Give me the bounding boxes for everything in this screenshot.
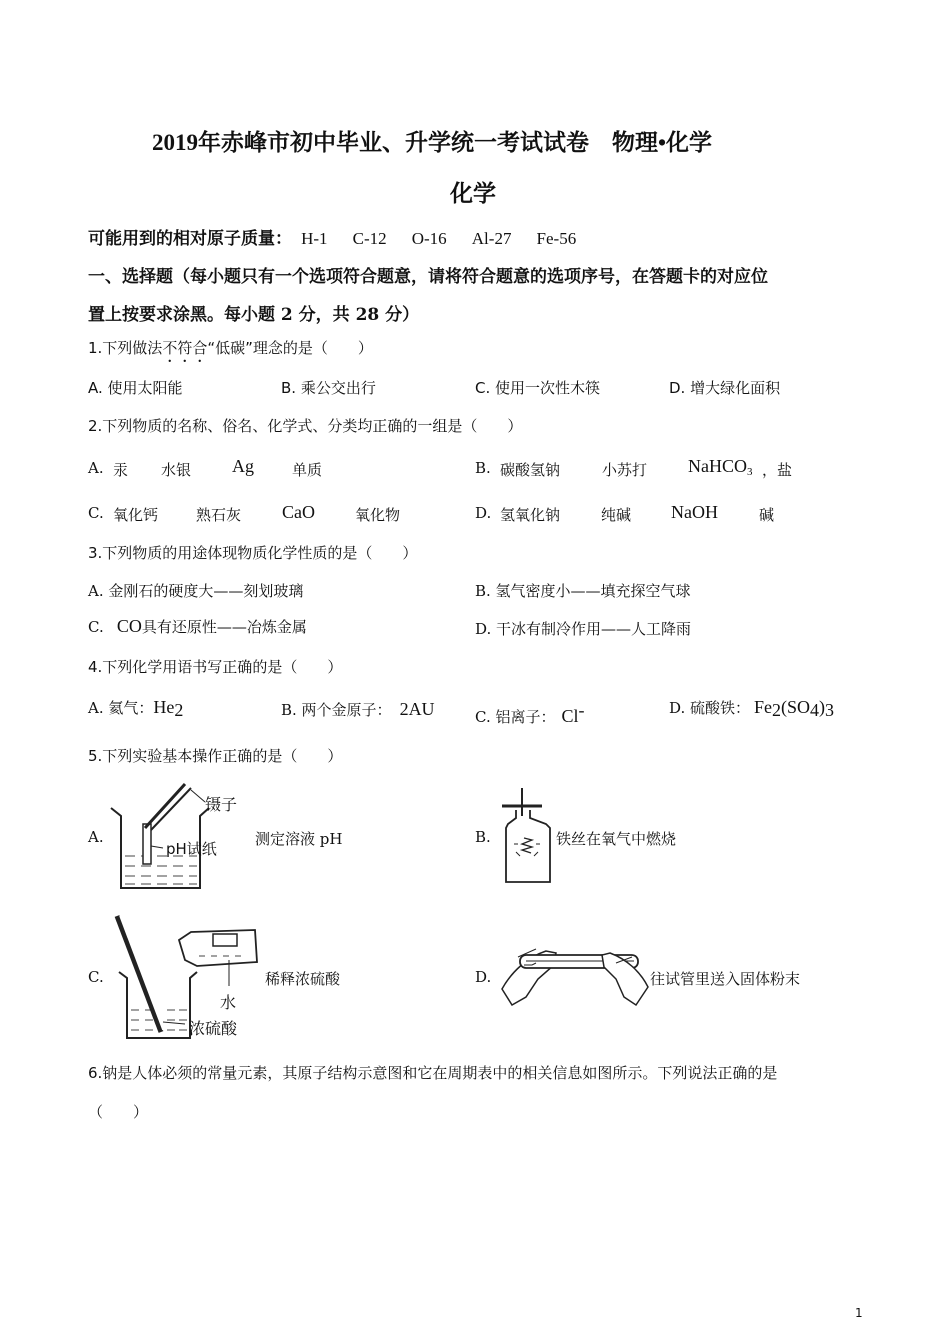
q1-stem (88, 337, 373, 366)
section1-line1: 一、选择题（每小题只有一个选项符合题意，请将符合题意的选项序号，在答题卡的对应位 (88, 267, 768, 287)
ph-paper-label: pH试纸 (166, 840, 217, 858)
q4-c-formula: Cl (561, 706, 579, 726)
q5-c-caption: 稀释浓硫酸 (265, 970, 341, 988)
q2-d-common: 纯碱 (601, 506, 632, 524)
q1-option-d: D. 增大绿化面积 (669, 379, 781, 397)
q2-c-name: 氧化钙 (113, 506, 159, 524)
atomic-masses-label: 可能用到的相对原子质量： (88, 229, 292, 249)
q2-d-formula: NaOH (671, 502, 718, 522)
q3-option-b: B. 氢气密度小——填充探空气球 (475, 582, 691, 600)
page-subtitle: 化学 (450, 181, 496, 206)
q3-c-formula: CO (116, 616, 142, 636)
q4-option-d (669, 697, 834, 721)
q4-a-sub: 2 (174, 700, 184, 720)
q2-d-name: 氢氧化钠 (500, 506, 561, 524)
q3-stem: 3.下列物质的用途体现物质化学性质的是（ ） (88, 544, 418, 562)
q4-d-label: D. 硫酸铁： (669, 699, 751, 717)
tweezers-label: 镊子 (205, 795, 238, 814)
q2-b-name: 碳酸氢钠 (500, 461, 561, 479)
q1-option-a: A. 使用太阳能 (88, 379, 183, 397)
q1-option-c: C. 使用一次性木筷 (475, 379, 601, 397)
q1-emph: 不符合 (162, 339, 208, 357)
q4-d-so: (SO (781, 697, 811, 717)
q1-option-b: B. 乘公交出行 (281, 379, 376, 397)
q2-d-letter: D. (475, 504, 492, 522)
q1-post: “低碳”理念的是（ ） (207, 339, 373, 357)
q5-b-letter: B. (475, 828, 491, 846)
q2-c-common: 熟石灰 (196, 506, 242, 524)
mass-o: O-16 (411, 229, 447, 248)
q3-option-d: D. 干冰有制冷作用——人工降雨 (475, 620, 692, 638)
q2-d-class: 碱 (759, 506, 775, 524)
powder-tube-illustration (498, 935, 650, 1011)
q3-c-letter: C. (88, 618, 104, 636)
q6-stem-line1: 6.钠是人体必须的常量元素，其原子结构示意图和它在周期表中的相关信息如图所示。下列说法正确的是 (88, 1064, 778, 1082)
q2-c-class: 氧化物 (355, 506, 401, 524)
mass-fe: Fe-56 (536, 229, 577, 248)
page-number: 1 (855, 1306, 863, 1320)
q6-stem-line2: （ ） (88, 1103, 149, 1121)
q4-d-sub3: 3 (825, 700, 835, 720)
dilute-acid-illustration (105, 912, 265, 1042)
q4-c-label: C. 铝离子： (475, 708, 556, 726)
mass-c: C-12 (352, 229, 387, 248)
q4-option-b (281, 699, 435, 720)
q4-option-c (475, 700, 585, 727)
q5-a-letter: A. (88, 828, 104, 846)
section1-line2: 置上按要求涂黑。每小题 2 分，共 28 分） (88, 305, 420, 325)
q2-c-letter: C. (88, 504, 104, 522)
q4-d-paren: ) (819, 697, 826, 717)
water-label: 水 (220, 993, 237, 1012)
q4-d-sub1: 2 (772, 700, 782, 720)
q3-option-a: A. 金刚石的硬度大——刻划玻璃 (88, 582, 304, 600)
q2-stem: 2.下列物质的名称、俗名、化学式、分类均正确的一组是（ ） (88, 417, 523, 435)
q2-b-class: ，盐 (762, 461, 793, 479)
q4-d-fe: Fe (754, 697, 773, 717)
q2-b-common: 小苏打 (602, 461, 648, 479)
q4-a-formula: He (153, 697, 175, 717)
q2-a-common: 水银 (161, 461, 192, 479)
q4-d-sub2: 4 (810, 700, 820, 720)
q2-b-formula-sub: 3 (747, 466, 753, 478)
q2-b-formula: NaHCO (688, 456, 747, 476)
page-title: 2019年赤峰市初中毕业、升学统一考试试卷 物理•化学 (152, 130, 713, 155)
q4-b-formula: 2AU (399, 699, 435, 719)
mass-h: H-1 (301, 229, 328, 248)
atomic-masses-line (88, 224, 576, 249)
q2-a-letter: A. (88, 459, 104, 477)
q1-pre: 1.下列做法 (88, 339, 163, 357)
conc-acid-label: 浓硫酸 (189, 1019, 238, 1038)
q3-option-c (88, 616, 307, 637)
q2-b-letter: B. (475, 459, 491, 477)
q2-a-class: 单质 (292, 461, 323, 479)
q5-a-caption: 测定溶液 pH (255, 830, 343, 848)
q5-d-letter: D. (475, 968, 492, 986)
q2-b-formula-wrap (688, 456, 753, 478)
q2-c-formula: CaO (282, 502, 315, 522)
q5-b-caption: 铁丝在氧气中燃烧 (556, 830, 677, 848)
iron-wire-illustration (498, 786, 558, 886)
q5-stem: 5.下列实验基本操作正确的是（ ） (88, 747, 343, 765)
q5-d-caption: 往试管里送入固体粉末 (650, 970, 801, 988)
q3-c-text: 具有还原性——冶炼金属 (141, 618, 307, 636)
q5-c-letter: C. (88, 968, 104, 986)
q4-b-label: B. 两个金原子： (281, 701, 392, 719)
q4-option-a (88, 697, 183, 721)
mass-al: Al-27 (471, 229, 512, 248)
q4-stem: 4.下列化学用语书写正确的是（ ） (88, 658, 343, 676)
q2-a-formula: Ag (232, 456, 254, 476)
q4-c-sup: - (578, 700, 585, 720)
q2-a-name: 汞 (113, 461, 129, 479)
q4-a-label: A. 氦气： (88, 699, 154, 717)
